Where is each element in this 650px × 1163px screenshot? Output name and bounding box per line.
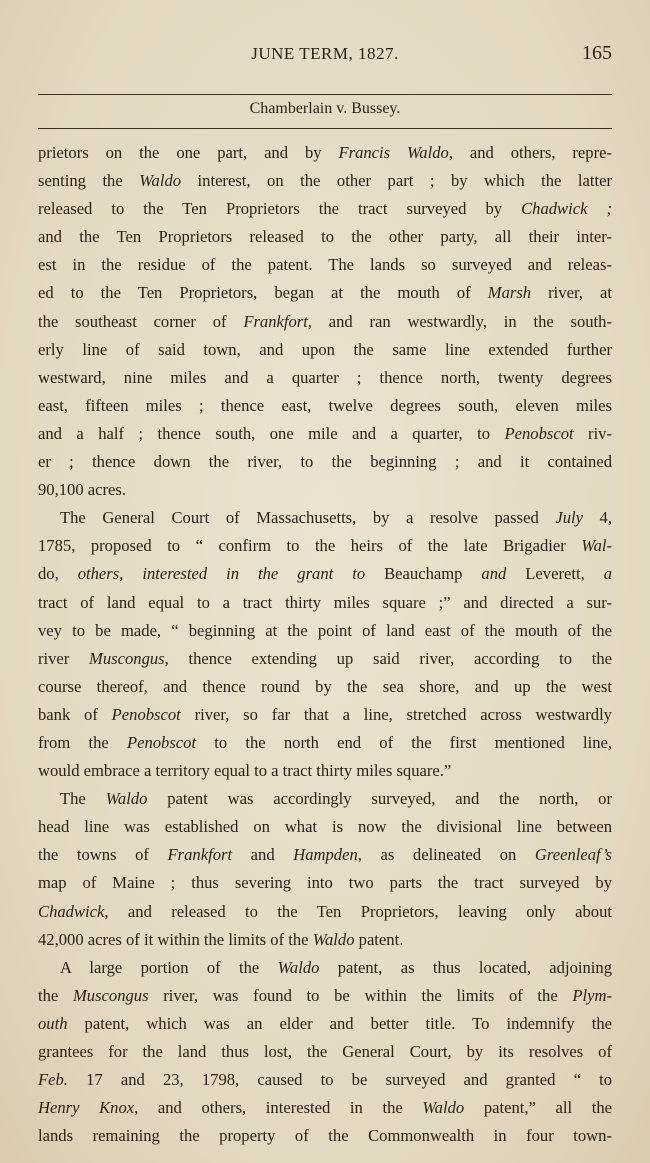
text-segment: from the: [38, 732, 127, 752]
text-segment: released to the Ten Proprietors the tract surveyed by: [38, 199, 522, 219]
text-line: [38, 448, 612, 476]
text-segment: river, so far that a line, stretched across westwardly: [180, 704, 612, 724]
text-segment: would embrace a territory equal to a tract thirty miles square.”: [38, 761, 452, 781]
text-line: [38, 673, 612, 701]
text-line: [38, 336, 612, 364]
text-line: [38, 223, 612, 251]
italic-text: Chadwick: [38, 901, 105, 921]
text-segment: The: [60, 789, 106, 809]
text-segment: 4,: [582, 508, 612, 528]
text-segment: riv-: [573, 423, 613, 443]
text-line: [38, 701, 612, 729]
text-line: [38, 476, 612, 504]
text-line: [38, 420, 612, 448]
case-title: Chamberlain v. Bussey.: [249, 100, 401, 117]
text-segment: , and others, repre-: [448, 143, 612, 162]
text-segment: and a half ; thence south, one mile and a quarter, to: [38, 423, 505, 443]
text-line: [38, 841, 612, 869]
text-segment: river, at: [531, 283, 612, 303]
text-segment: erly line of said town, and upon the same line extended further: [38, 339, 612, 359]
text-segment: 42,000 acres of it within the limits of the: [38, 929, 313, 949]
text-line: [38, 251, 612, 279]
text-line: [38, 279, 612, 307]
text-segment: , and others, interested in the: [134, 1098, 423, 1118]
italic-text: Marsh: [487, 283, 532, 303]
text-segment: ed to the Ten Proprietors, began at the mouth of: [38, 283, 488, 303]
italic-text: , a: [580, 564, 613, 584]
text-segment: head line was established on what is now the divisional line between: [38, 817, 612, 837]
italic-text: Frankfort: [243, 311, 308, 331]
italic-text: Waldo: [312, 929, 355, 949]
text-segment: , and released to the Ten Proprietors, leaving only about: [104, 901, 612, 921]
running-title: JUNE TERM, 1827.: [251, 44, 399, 63]
top-rule: [38, 94, 612, 95]
text-segment: westward, nine miles and a quarter ; thence north, twenty degrees: [38, 367, 612, 387]
text-segment: est in the residue of the patent. The lands so surveyed and releas-: [38, 255, 612, 275]
text-segment: patent was accordingly surveyed, and the north, or: [147, 789, 612, 809]
text-line: [38, 589, 612, 617]
text-segment: 90,100 acres.: [38, 480, 127, 500]
text-line: [38, 982, 612, 1010]
italic-text: Frankfort: [167, 845, 233, 865]
italic-text: Greenleaf’s: [534, 845, 612, 865]
text-segment: grantees for the land thus lost, the General Court, by its resolves of: [38, 1042, 612, 1061]
body-text: [38, 139, 612, 1150]
text-segment: patent.: [354, 929, 404, 949]
text-segment: , thence extending up said river, according to the: [164, 648, 612, 668]
italic-text: Hampden: [293, 845, 358, 865]
text-line: [38, 785, 612, 813]
italic-text: Waldo: [105, 789, 148, 809]
italic-text: Francis Waldo: [338, 143, 449, 162]
italic-text: July: [555, 508, 583, 528]
text-segment: tract of land equal to a tract thirty miles square ;” and directed a sur-: [38, 592, 612, 612]
italic-text: Wal-: [581, 536, 612, 556]
text-line: [38, 926, 612, 954]
bottom-rule: [38, 128, 612, 129]
text-segment: , as delineated on: [357, 845, 535, 865]
text-line: [38, 139, 612, 167]
text-segment: do: [38, 564, 55, 584]
text-segment: and: [232, 845, 294, 865]
text-segment: river, was found to be within the limits of the: [148, 985, 573, 1005]
text-line: [38, 729, 612, 757]
text-segment: prietors on the one part, and by: [38, 143, 339, 162]
text-segment: and the Ten Proprietors released to the other party, all their inter-: [38, 227, 612, 247]
text-line: [38, 1066, 612, 1094]
text-segment: 17 and 23, 1798, caused to be surveyed and granted “ to: [67, 1070, 612, 1090]
text-segment: patent, as thus located, adjoining: [319, 957, 612, 977]
text-line: [38, 392, 612, 420]
text-segment: patent, which was an elder and better title. To indemnify the: [67, 1013, 612, 1033]
text-line: [38, 167, 612, 195]
text-segment: the southeast corner of: [38, 311, 244, 331]
text-segment: Beauchamp: [384, 564, 463, 584]
page-number: 165: [582, 42, 612, 64]
italic-text: Feb.: [38, 1070, 68, 1090]
text-line: [38, 1038, 612, 1066]
italic-text: Waldo: [139, 171, 182, 191]
italic-text: Muscongus: [72, 985, 149, 1005]
text-line: [38, 869, 612, 897]
text-line: [38, 308, 612, 336]
text-line: [38, 1094, 612, 1122]
italic-text: Muscongus: [89, 648, 165, 668]
text-segment: bank of: [38, 704, 112, 724]
text-segment: senting the: [38, 171, 140, 191]
text-segment: river: [38, 648, 90, 668]
text-line: [38, 757, 612, 785]
text-line: [38, 364, 612, 392]
text-segment: the: [38, 985, 73, 1005]
text-segment: Leverett: [525, 564, 581, 584]
text-segment: 1785, proposed to “ confirm to the heirs of the late Brigadier: [38, 536, 582, 556]
text-line: [38, 532, 612, 560]
text-segment: the towns of: [38, 845, 168, 865]
text-segment: map of Maine ; thus severing into two parts the tract surveyed by: [38, 873, 612, 893]
text-segment: , and ran westwardly, in the south-: [307, 311, 612, 331]
text-segment: course thereof, and thence round by the sea shore, and up the west: [38, 676, 612, 696]
italic-text: Waldo: [277, 957, 320, 977]
text-segment: er ; thence down the river, to the beginning ; and it contained: [38, 452, 612, 472]
italic-text: Penobscot: [111, 704, 181, 724]
text-segment: The General Court of Massachusetts, by a resolve passed: [60, 508, 556, 528]
italic-text: Henry Knox: [38, 1098, 135, 1118]
text-line: [38, 1010, 612, 1038]
text-line: [38, 195, 612, 223]
italic-text: and: [462, 564, 526, 584]
text-line: [38, 1122, 612, 1150]
text-line: [38, 617, 612, 645]
text-segment: to the north end of the first mentioned line,: [196, 732, 613, 752]
italic-text: Penobscot: [126, 732, 197, 752]
text-segment: east, fifteen miles ; thence east, twelve degrees south, eleven miles: [38, 395, 612, 415]
text-segment: interest, on the other part ; by which the latter: [181, 171, 612, 191]
text-segment: lands remaining the property of the Commonwealth in four town-: [38, 1126, 612, 1146]
italic-text: Chadwick ;: [521, 199, 612, 219]
running-header: [38, 44, 612, 68]
italic-text: , others, interested in the grant to: [54, 564, 385, 584]
italic-text: Penobscot: [504, 423, 574, 443]
italic-text: Waldo: [422, 1098, 465, 1118]
text-segment: patent,” all the: [464, 1098, 612, 1118]
italic-text: outh: [38, 1013, 68, 1033]
text-line: [38, 813, 612, 841]
text-line: [38, 954, 612, 982]
text-line: [38, 504, 612, 532]
text-line: [38, 645, 612, 673]
text-segment: vey to be made, “ beginning at the point of land east of the mouth of the: [38, 620, 612, 640]
text-line: [38, 560, 612, 588]
text-line: [38, 898, 612, 926]
italic-text: Plym-: [572, 985, 612, 1005]
text-segment: A large portion of the: [60, 957, 278, 977]
